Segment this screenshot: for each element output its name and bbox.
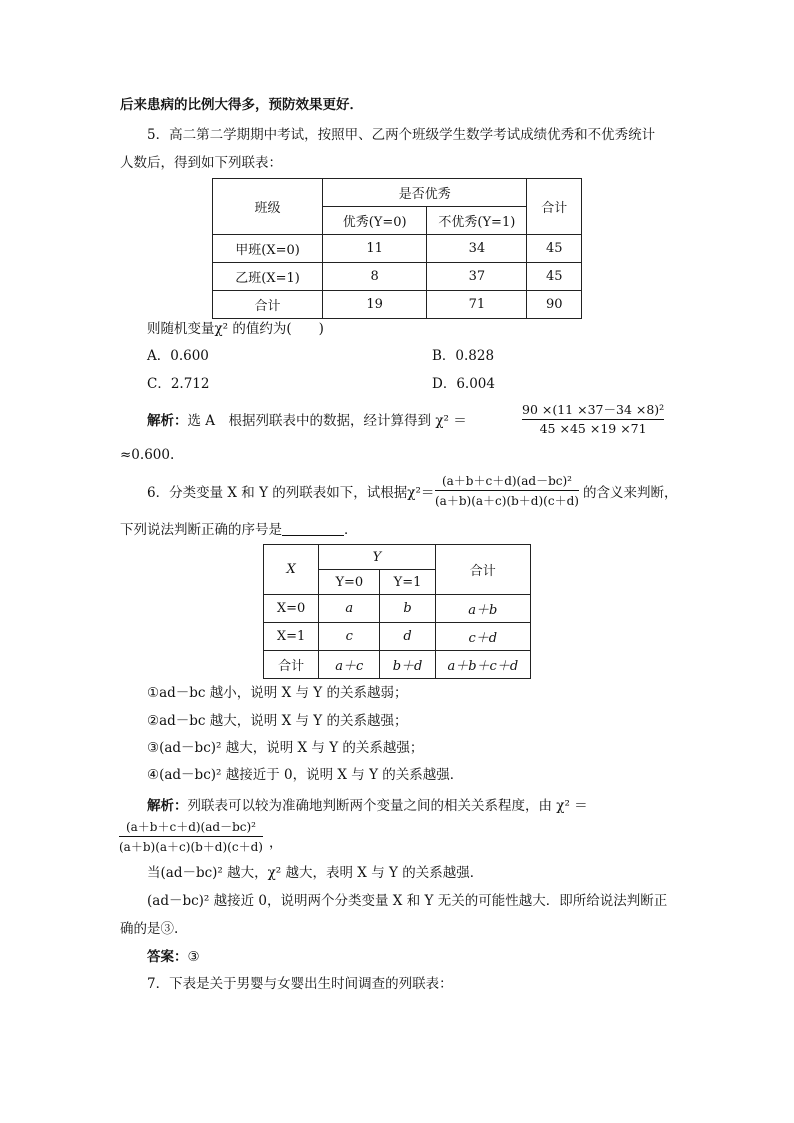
q6-contingency-table [263, 544, 531, 679]
q6-stem-line2 [120, 521, 358, 539]
fraction-denominator: (a＋b)(a＋c)(b＋d)(c＋d) [435, 494, 579, 508]
fraction-bar [435, 490, 579, 491]
q5-option-b: B．0.828 [432, 348, 495, 364]
fraction-numerator: (a＋b＋c＋d)(ad－bc)² [125, 820, 256, 834]
analysis-label: 解析： [147, 413, 188, 429]
q5-stem-line1: 5．高二第二学期期中考试，按照甲、乙两个班级学生数学考试成绩优秀和不优秀统计 [147, 127, 656, 143]
q6-item-2: ②ad－bc 越大，说明 X 与 Y 的关系越强； [147, 713, 408, 729]
cell: c＋d [435, 623, 530, 651]
cell: b [380, 595, 435, 623]
fraction-bar [522, 419, 664, 420]
cell: 19 [323, 291, 427, 319]
q6-analysis-fraction [119, 818, 263, 855]
q5-header-class: 班级 [213, 179, 323, 235]
fraction-denominator: 45 ×45 ×19 ×71 [539, 421, 647, 436]
q5-option-c: C．2.712 [147, 376, 210, 392]
fraction-numerator: (a＋b＋c＋d)(ad－bc)² [441, 474, 572, 488]
analysis-text: 选 A 根据列联表中的数据，经计算得到 χ² ＝ [187, 413, 467, 429]
cell: 34 [427, 235, 527, 263]
q5-option-d: D．6.004 [432, 376, 495, 392]
cell: 37 [427, 263, 527, 291]
q6-answer [147, 948, 200, 966]
row-label: 甲班(X=0) [213, 235, 323, 263]
q5-chi-square-fraction [522, 400, 664, 436]
q6-stem-pre: 6．分类变量 X 和 Y 的列联表如下，试根据χ²＝ [147, 485, 435, 501]
q5-header-no: 不优秀(Y=1) [427, 207, 527, 235]
q6-analysis [147, 797, 588, 815]
table-row [213, 263, 582, 291]
q5-header-total: 合计 [527, 179, 582, 235]
table-row [264, 623, 531, 651]
answer-blank [282, 523, 344, 536]
fraction-denominator: (a＋b)(a＋c)(b＋d)(c＋d) [119, 840, 263, 854]
q5-result: ≈0.600. [120, 447, 175, 463]
q5-question: 则随机变量χ² 的值约为( ) [147, 321, 324, 337]
row-label: X=0 [264, 595, 319, 623]
cell: 45 [527, 263, 582, 291]
q5-contingency-table [212, 178, 582, 319]
cell: 71 [427, 291, 527, 319]
q6-item-1: ①ad－bc 越小，说明 X 与 Y 的关系越弱； [147, 685, 408, 701]
table-row [213, 235, 582, 263]
cell: 90 [527, 291, 582, 319]
fraction-numerator: 90 ×(11 ×37－34 ×8)² [522, 402, 665, 417]
fraction-bar [119, 836, 263, 837]
cell: a [319, 595, 380, 623]
table-row [213, 291, 582, 319]
q5-header-excellent: 是否优秀 [323, 179, 527, 207]
q5-option-a: A．0.600 [147, 348, 209, 364]
q6-analysis-line-b: (ad－bc)² 越接近 0，说明两个分类变量 X 和 Y 无关的可能性越大．即所给说法判断正 [147, 893, 668, 909]
q5-header-yes: 优秀(Y=0) [323, 207, 427, 235]
cell: a＋c [319, 651, 380, 679]
answer-label: 答案： [147, 949, 188, 965]
table-row [264, 595, 531, 623]
row-label: X=1 [264, 623, 319, 651]
q6-analysis-fraction-tail: ， [269, 835, 283, 851]
table-row [264, 651, 531, 679]
q7-stem: 7．下表是关于男婴与女婴出生时间调查的列联表： [147, 976, 453, 992]
q5-analysis [147, 412, 467, 430]
cell: 8 [323, 263, 427, 291]
row-label: 合计 [264, 651, 319, 679]
cell: 45 [527, 235, 582, 263]
cell: 11 [323, 235, 427, 263]
q6-item-3: ③(ad－bc)² 越大，说明 X 与 Y 的关系越强； [147, 740, 424, 756]
analysis-label: 解析： [147, 798, 188, 814]
cell: d [380, 623, 435, 651]
cell: a＋b [435, 595, 530, 623]
q6-header-y0: Y=0 [319, 570, 380, 595]
answer-value: ③ [187, 949, 200, 965]
row-label: 合计 [213, 291, 323, 319]
cell: c [319, 623, 380, 651]
q5-stem-line2: 人数后，得到如下列联表： [120, 155, 282, 171]
q6-analysis-line-a: 当(ad－bc)² 越大，χ² 越大，表明 X 与 Y 的关系越强． [147, 865, 484, 881]
cell: b＋d [380, 651, 435, 679]
q6-item-4: ④(ad－bc)² 越接近于 0，说明 X 与 Y 的关系越强． [147, 767, 464, 783]
cell: a＋b＋c＋d [435, 651, 530, 679]
q6-header-y: Y [319, 545, 435, 570]
q6-stem-text: 下列说法判断正确的序号是 [120, 522, 282, 538]
continued-text: 后来患病的比例大得多，预防效果更好． [120, 97, 363, 113]
q6-stem-end: ． [344, 522, 358, 538]
analysis-text: 列联表可以较为准确地判断两个变量之间的相关关系程度，由 χ² ＝ [187, 798, 588, 814]
q6-header-total: 合计 [435, 545, 530, 595]
q6-header-x: X [264, 545, 319, 595]
q6-stem-post: 的含义来判断， [583, 485, 678, 501]
q6-header-y1: Y=1 [380, 570, 435, 595]
q6-analysis-line-c: 确的是③. [120, 921, 179, 937]
row-label: 乙班(X=1) [213, 263, 323, 291]
q6-chi-square-fraction [435, 472, 579, 509]
